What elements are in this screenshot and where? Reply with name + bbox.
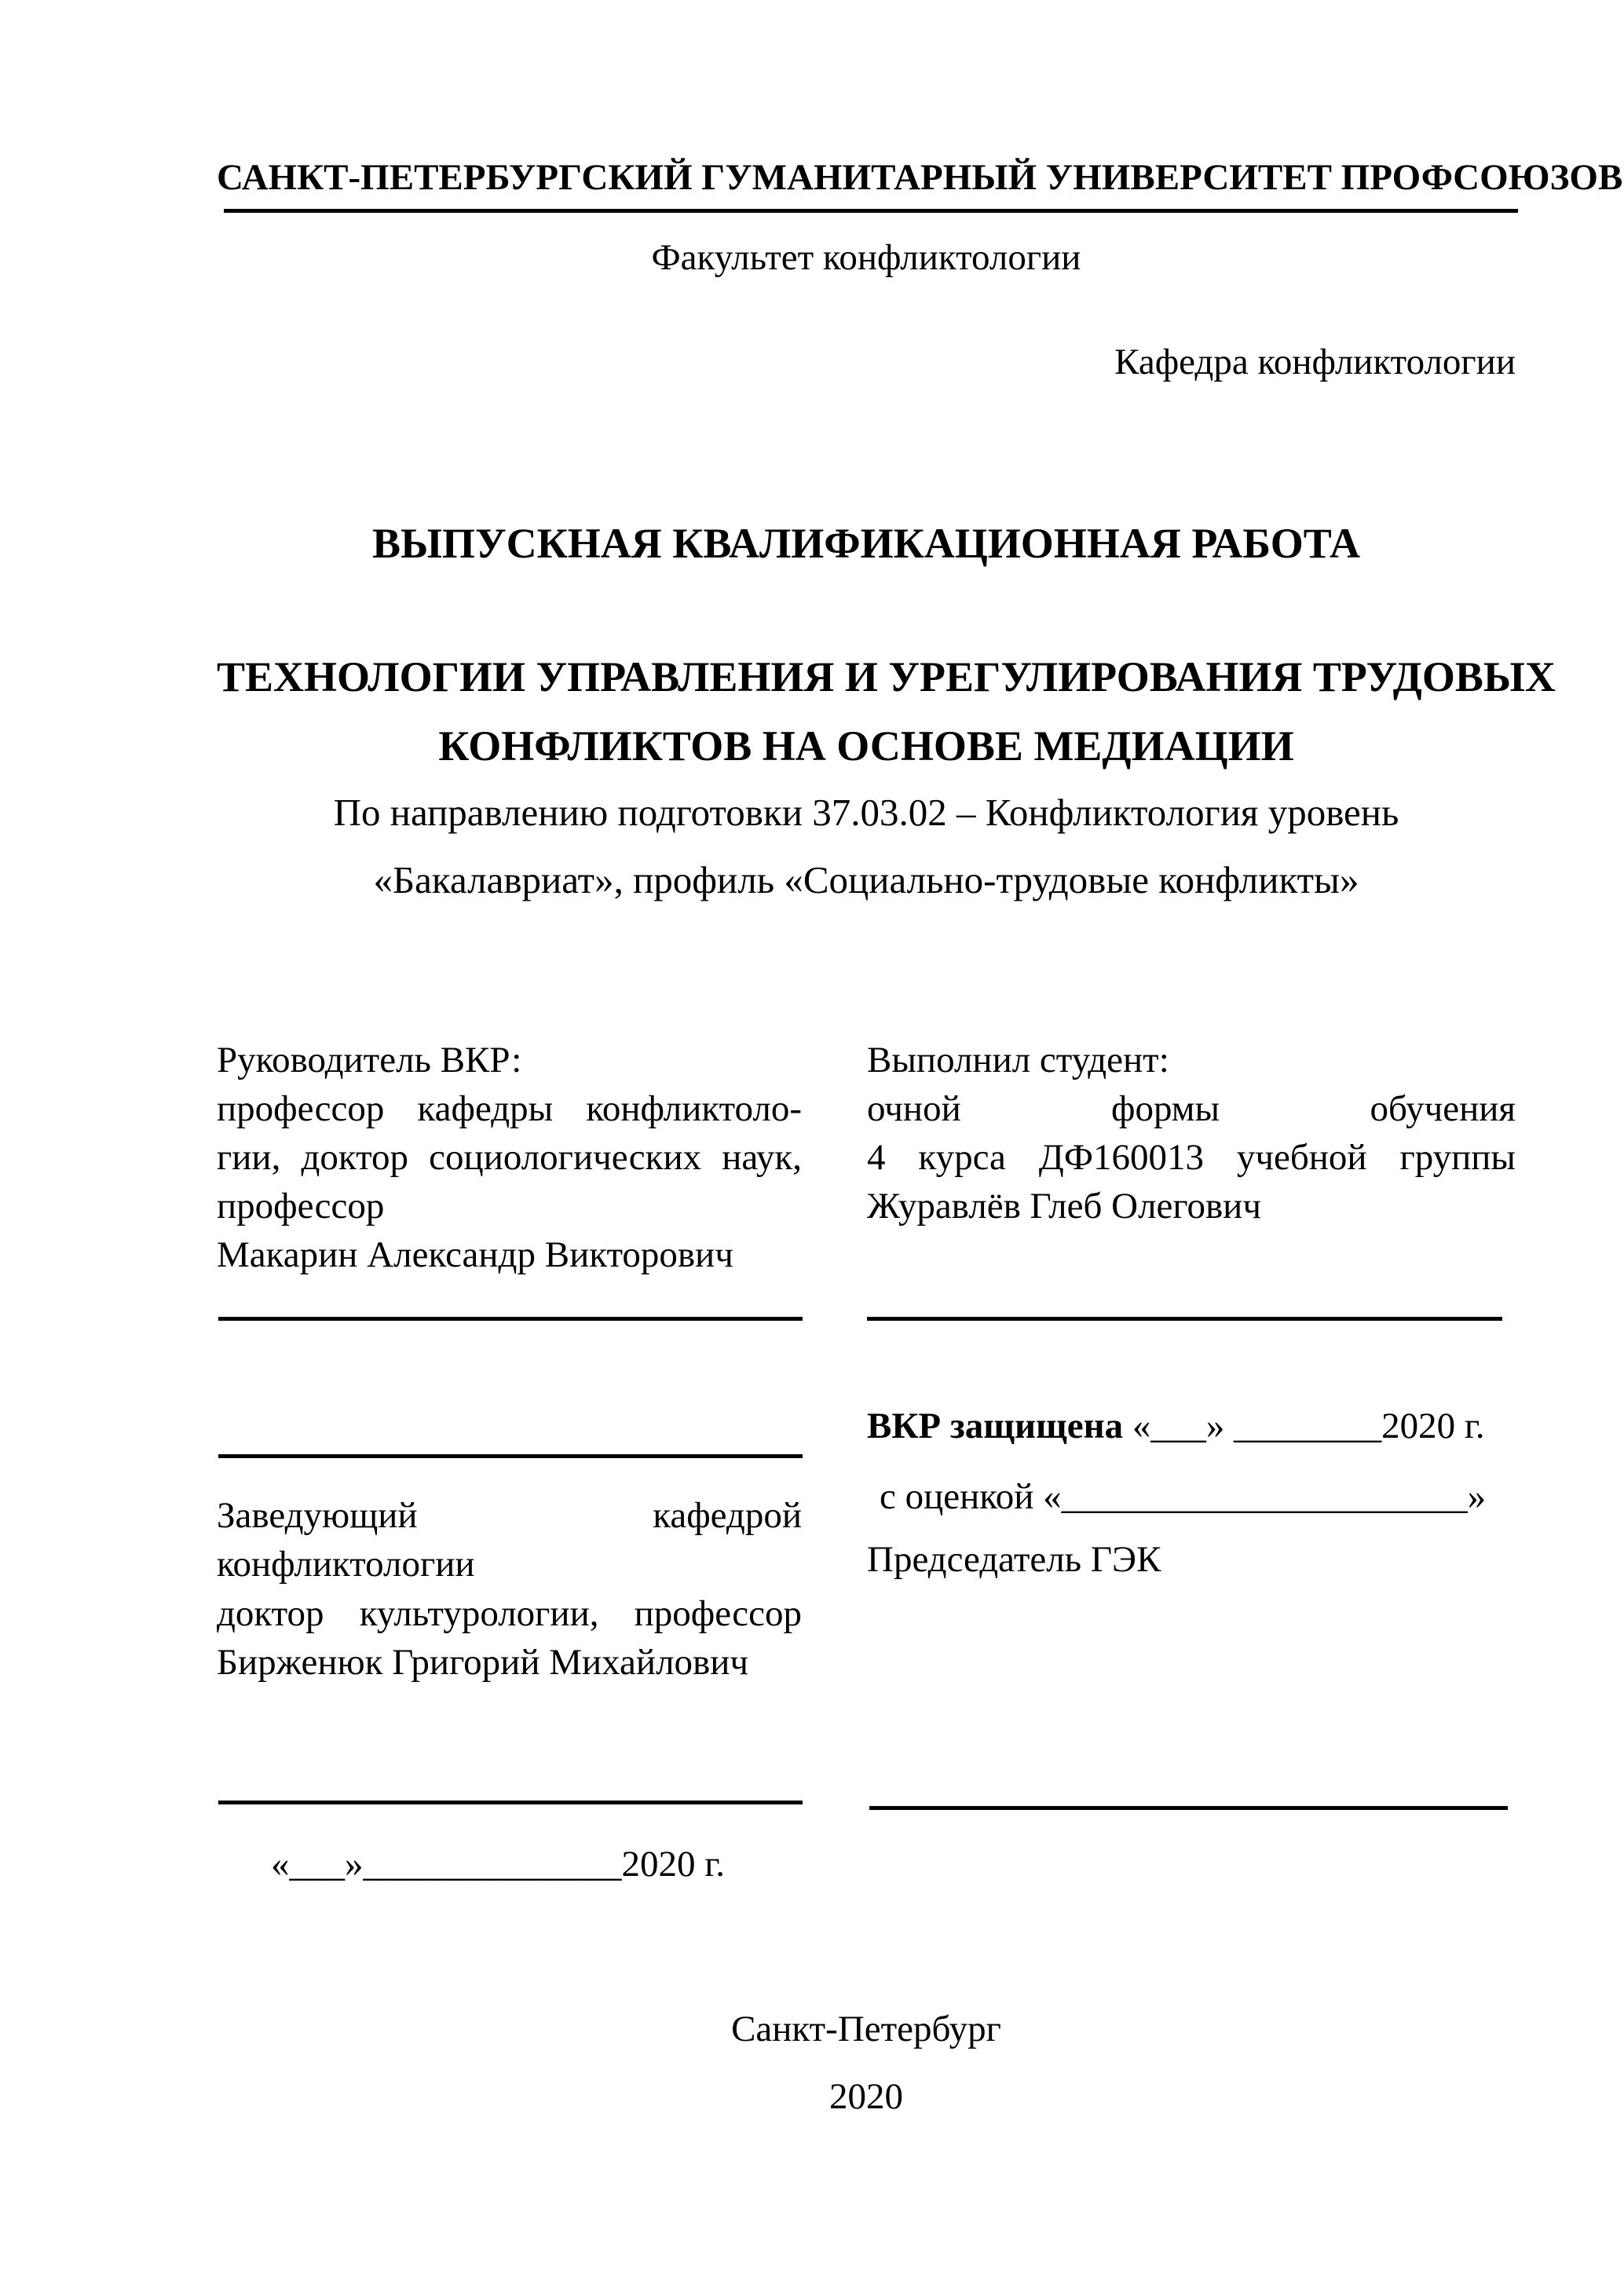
supervisor-position-line-3: профессор (217, 1186, 385, 1227)
supervisor-position-line-1: профессор кафедры конфликтоло- (217, 1088, 802, 1129)
bottom-left-signature-line (218, 1801, 803, 1804)
faculty-name: Факультет конфликтологии (651, 237, 1081, 278)
city-name: Санкт-Петербург (731, 2009, 1001, 2049)
defense-status-line (867, 1404, 1516, 1448)
program-profile-line: «Бакалавриат», профиль «Социально-трудовые конфликты» (373, 858, 1359, 901)
program-direction-line: По направлению подготовки 37.03.02 – Конфликтология уровень (333, 791, 1399, 834)
student-label: Выполнил студент: (867, 1040, 1169, 1080)
header-rule (224, 209, 1518, 213)
head-of-department-line-1: Заведующий кафедрой (217, 1495, 802, 1536)
student-info-line-2: 4 курса ДФ160013 учебной группы (867, 1137, 1516, 1178)
bottom-right-signature-line (869, 1806, 1508, 1810)
department-name: Кафедра конфликтологии (1114, 342, 1516, 382)
student-signature-line (867, 1317, 1502, 1321)
footer-date-line: «___»______________2020 г. (271, 1844, 725, 1885)
student-name: Журавлёв Глеб Олегович (867, 1186, 1261, 1227)
student-info-line-1: очной формы обучения (867, 1088, 1516, 1129)
supervisor-position-line-2: гии, доктор социологических наук, (217, 1137, 802, 1178)
grade-line: с оценкой «______________________» (880, 1476, 1487, 1517)
university-name: САНКТ-ПЕТЕРБУРГСКИЙ ГУМАНИТАРНЫЙ УНИВЕРСИТЕТ ПРОФСОЮЗОВ (217, 157, 1623, 198)
thesis-title-line-1: ТЕХНОЛОГИИ УПРАВЛЕНИЯ И УРЕГУЛИРОВАНИЯ ТРУДОВЫХ (217, 653, 1556, 700)
head-of-department-line-2: конфликтологии (217, 1544, 475, 1585)
supervisor-name: Макарин Александр Викторович (217, 1234, 733, 1275)
head-signature-line (218, 1454, 803, 1458)
work-type-title: ВЫПУСКНАЯ КВАЛИФИКАЦИОННАЯ РАБОТА (371, 520, 1361, 567)
chairman-label: Председатель ГЭК (867, 1539, 1161, 1580)
head-position: доктор культурологии, профессор (217, 1593, 802, 1634)
thesis-title-line-2: КОНФЛИКТОВ НА ОСНОВЕ МЕДИАЦИИ (438, 722, 1294, 770)
defense-defended-label: ВКР защищена (867, 1406, 1124, 1446)
supervisor-label: Руководитель ВКР: (217, 1040, 522, 1080)
head-name: Бирженюк Григорий Михайлович (217, 1642, 749, 1683)
year-label: 2020 (829, 2076, 903, 2117)
defense-defended-date: «___» ________2020 г. (1123, 1406, 1485, 1446)
supervisor-signature-line (218, 1317, 803, 1321)
